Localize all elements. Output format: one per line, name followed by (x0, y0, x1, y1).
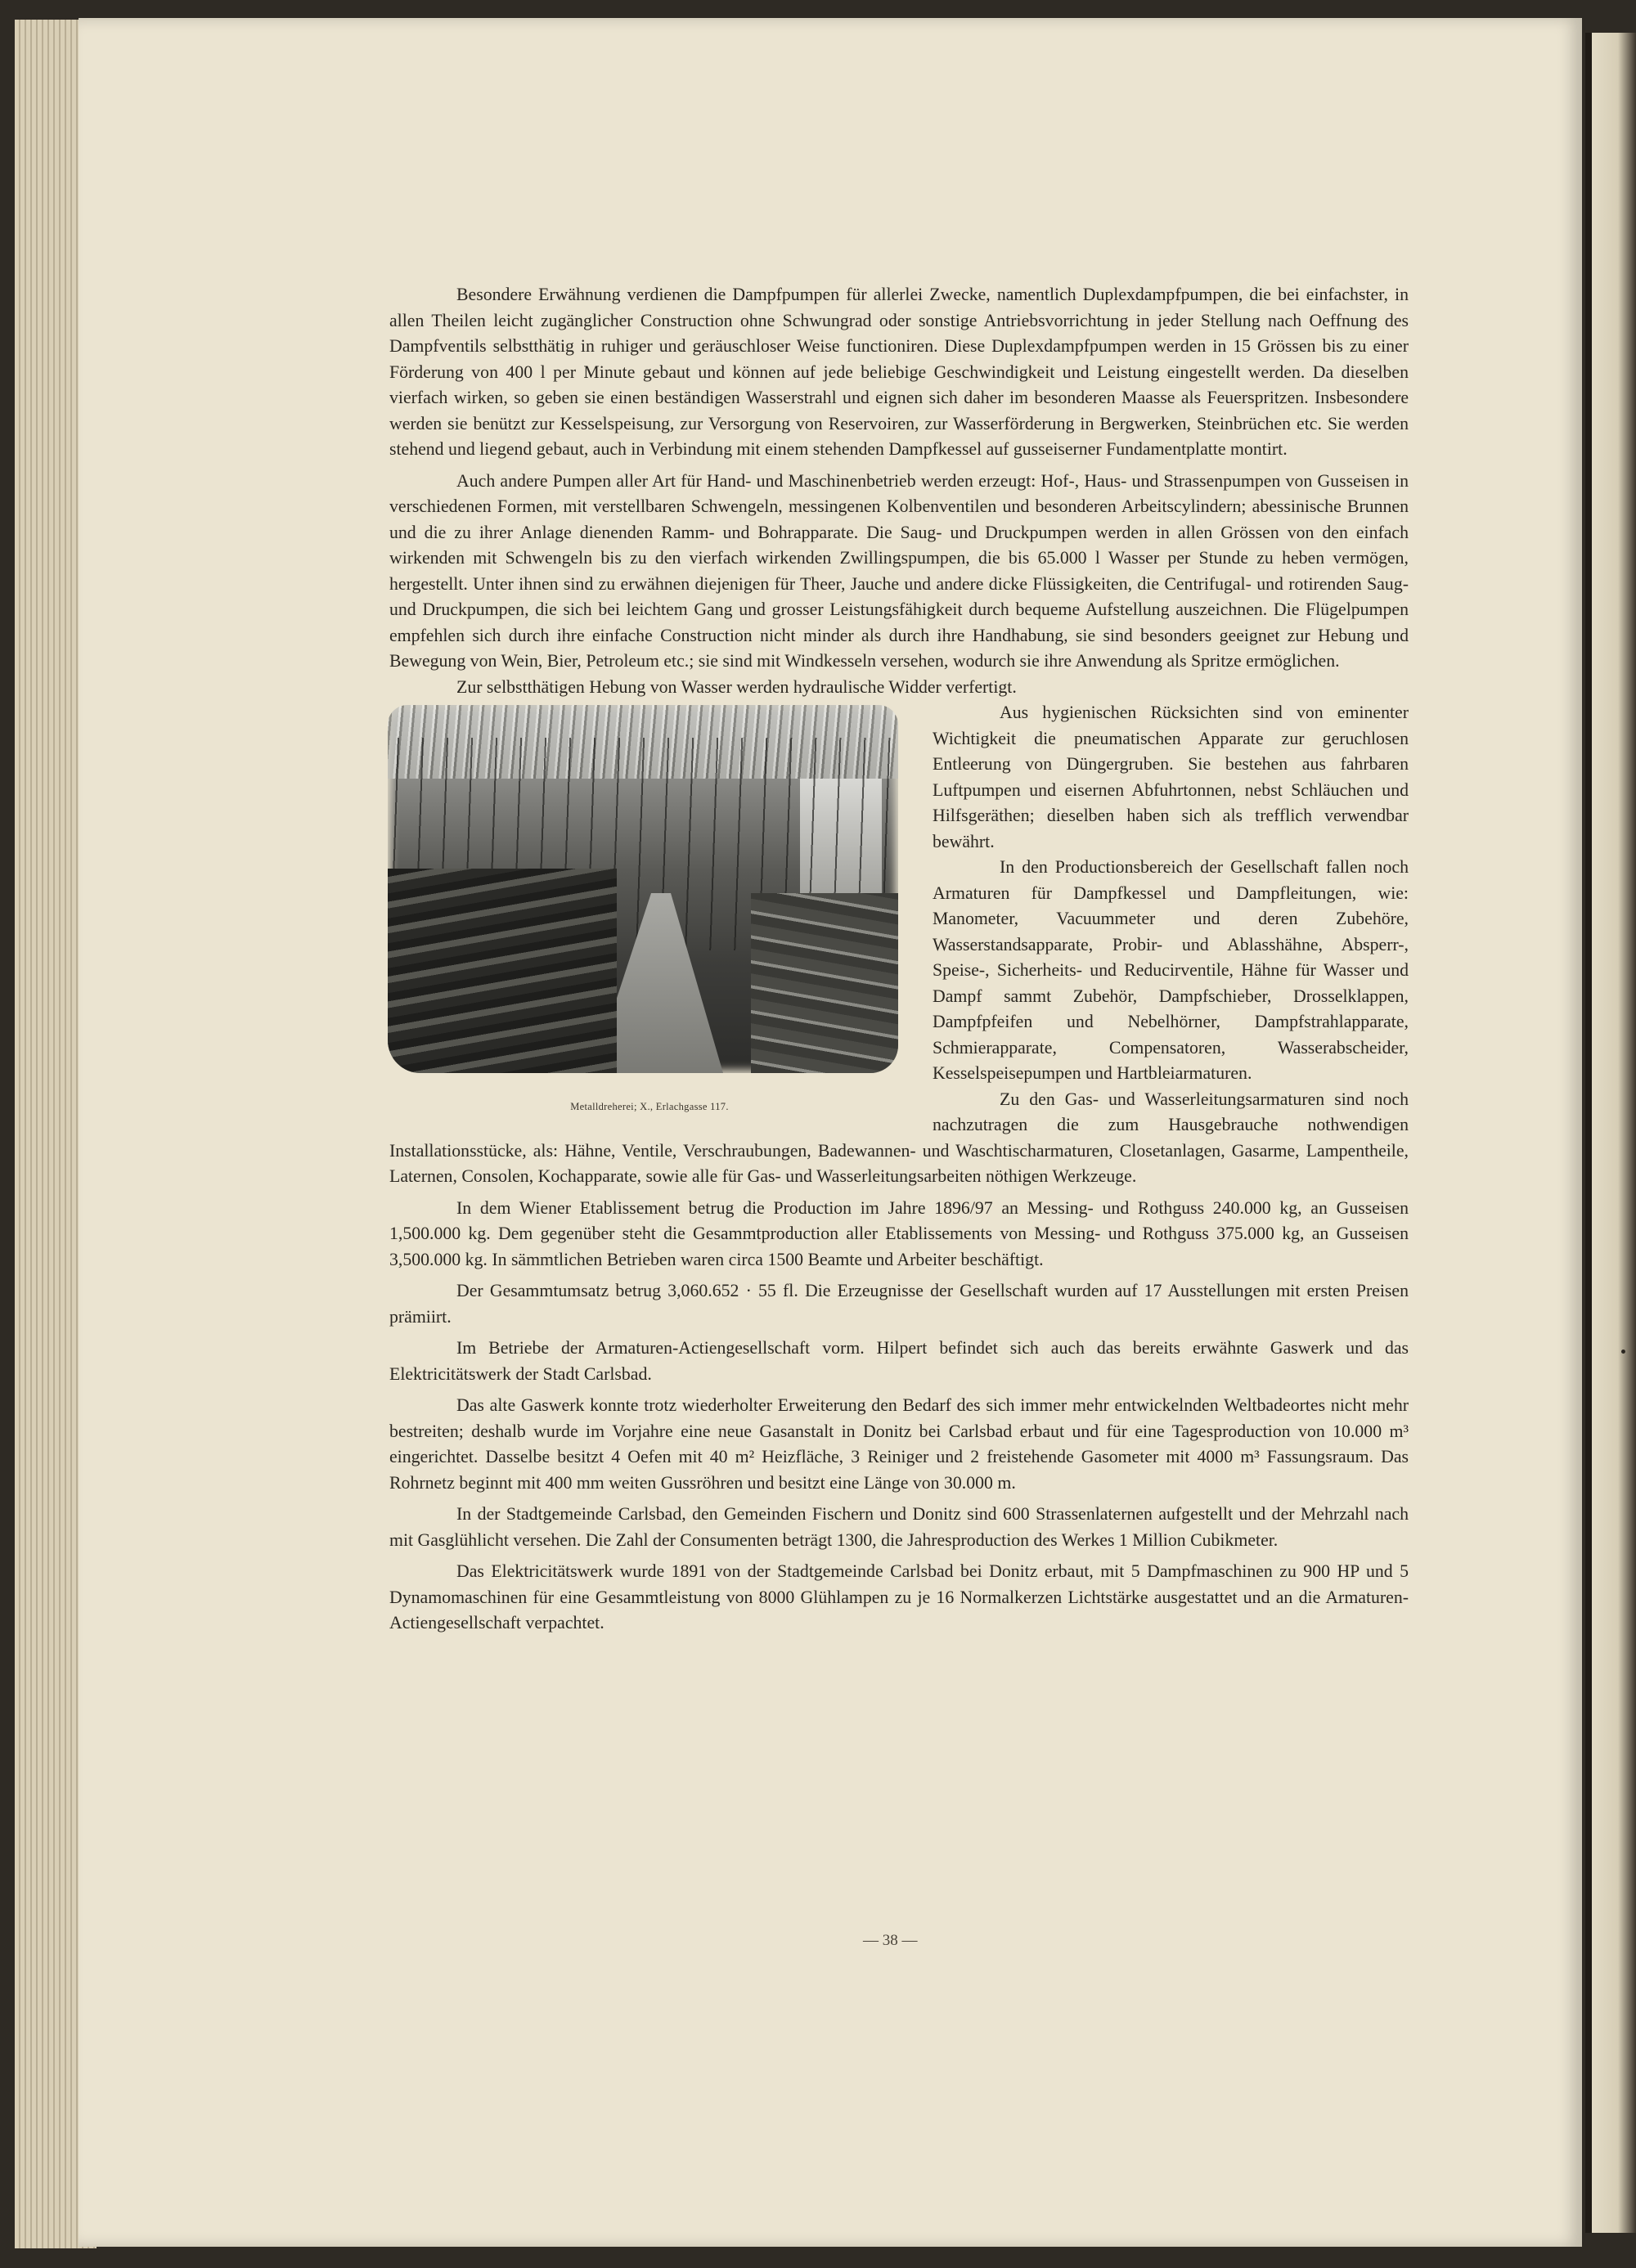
page-number: — 38 — (863, 1932, 918, 1949)
workshop-photo (388, 705, 898, 1073)
photo-caption: Metalldreherei; X., Erlachgasse 117. (570, 1101, 729, 1112)
paragraph: In den Productionsbereich der Gesellschaft fallen noch Armaturen für Dampfkessel und Dampfleitungen, wie: Manometer, Vacuummeter und deren Zubehöre, Wasserstandsapparate, Probir- und Ablasshähne, Absperr-, Speise-, Sicherheits- und Reducirventile, Hähne für Wasser und Dampf sammt Zubehör, Dampfschieber, Drosselklappen, Dampfpfeifen und Nebelhörner, Dampfstrahlapparate, Schmierapparate, Compensatoren, Wasserabscheider, Kesselspeisepumpen und Hartbleiarmaturen. (933, 857, 1409, 1083)
paragraph: Zu den Gas- und Wasserleitungsarmaturen sind noch nachzutragen die zum Hausgebrauche nothwendigen Installationsstücke, als: Hähne, Ventile, Verschraubungen, Badewannen- und Waschtischarmaturen, Closetanlagen, Gasarme, Lampentheile, Laternen, Consolen, Kochapparate, sowie alle für Gas- und Wasserleitungsarbeiten nöthigen Werkzeuge. (389, 1089, 1409, 1186)
paragraph: Der Gesammtumsatz betrug 3,060.652 · 55 fl. Die Erzeugnisse der Gesellschaft wurden auf 17 Ausstellungen mit ersten Preisen prämiirt. (389, 1281, 1409, 1327)
paragraph: Zur selbstthätigen Hebung von Wasser werden hydraulische Widder verfertigt. (456, 676, 1017, 697)
photo-machines-left (388, 869, 617, 1073)
photo-machines-right (751, 893, 898, 1073)
paragraph: Besondere Erwähnung verdienen die Dampfpumpen für allerlei Zwecke, namentlich Duplexdampfpumpen, die bei einfachster, in allen Theilen leicht zugänglicher Construction ohne Schwungrad oder sonstige Antriebsvorrichtung in jeder Stellung nach Oeffnung des Dampfventils selbstthätig in ruhiger und geräuschloser Weise functioniren. Diese Duplexdampfpumpen werden in 15 Grössen bis zu einer Förderung von 400 l per Minute gebaut und können auf jede beliebige Geschwindigkeit und Leistung eingestellt werden. Da dieselben vierfach wirken, so geben sie einen beständigen Wasserstrahl und eignen sich daher im besonderen Maasse als Feuerspritzen. Insbesondere werden sie benützt zur Kesselspeisung, zur Versorgung von Reservoiren, zur Wasserförderung in Bergwerken, Steinbrüchen etc. Sie werden stehend und liegend gebaut, auch in Verbindung mit einem stehenden Dampfkessel auf gusseiserner Fundamentplatte montirt. (389, 285, 1409, 459)
paragraph: Im Betriebe der Armaturen-Actiengesellschaft vorm. Hilpert befindet sich auch das bereits erwähnte Gaswerk und das Elektricitätswerk der Stadt Carlsbad. (389, 1338, 1409, 1384)
book-gutter-right (1585, 33, 1636, 2233)
paper-speck (1621, 1350, 1625, 1354)
paragraph: In der Stadtgemeinde Carlsbad, den Gemeinden Fischern und Donitz sind 600 Strassenlaternen aufgestellt und der Mehrzahl nach mit Gasglühlicht versehen. Die Zahl der Consumenten beträgt 1300, die Jahresproduction des Werkes 1 Million Cubikmeter. (389, 1504, 1409, 1550)
paragraph: Das alte Gaswerk konnte trotz wiederholter Erweiterung den Bedarf des sich immer mehr entwickelnden Weltbadeortes nicht mehr bestreiten; deshalb wurde im Vorjahre eine neue Gasanstalt in Donitz bei Carlsbad erbaut und für eine Tagesproduction von 10.000 m³ eingerichtet. Dasselbe besitzt 4 Oefen mit 40 m² Heizfläche, 3 Reiniger und 2 freistehende Gasometer mit 4000 m³ Fassungsraum. Das Rohrnetz beginnt mit 400 mm weiten Gussröhren und besitzt eine Länge von 30.000 m. (389, 1395, 1409, 1493)
paragraph: Das Elektricitätswerk wurde 1891 von der Stadtgemeinde Carlsbad bei Donitz erbaut, mit 5 Dampfmaschinen zu 900 HP und 5 Dynamomaschinen für eine Gesammtleistung von 8000 Glühlampen zu je 16 Normalkerzen Lichtstärke ausgestattet und an die Armaturen-Actiengesellschaft verpachtet. (389, 1561, 1409, 1633)
paragraph: In dem Wiener Etablissement betrug die Production im Jahre 1896/97 an Messing- und Rothguss 240.000 kg, an Gusseisen 1,500.000 kg. Dem gegenüber steht die Gesammtproduction aller Etablissements von Messing- und Rothguss 375.000 kg, an Gusseisen 3,500.000 kg. In sämmtlichen Betrieben waren circa 1500 Beamte und Arbeiter beschäftigt. (389, 1197, 1409, 1269)
paragraph: Aus hygienischen Rücksichten sind von eminenter Wichtigkeit die pneumatischen Apparate zur geruchlosen Entleerung von Düngergruben. Sie bestehen aus fahrbaren Luftpumpen und eisernen Abfuhrtonnen, nebst Schläuchen und Hilfsgeräthen; dieselben haben sich als trefflich verwendbar bewährt. (933, 703, 1409, 851)
paragraph: Auch andere Pumpen aller Art für Hand- und Maschinenbetrieb werden erzeugt: Hof-, Haus- und Strassenpumpen von Gusseisen in verschiedenen Formen, mit verstellbaren Schwengeln, messingenen Kolbenventilen und besonderen Arbeitscylindern; abessinische Brunnen und die zu ihrer Anlage dienenden Ramm- und Bohrapparate. Die Saug- und Druckpumpen werden in allen Grössen von den einfach wirkenden mit Schwengeln bis zu den vierfach wirkenden Zwillingspumpen, die bis 65.000 l Wasser per Stunde zu heben vermögen, hergestellt. Unter ihnen sind zu erwähnen diejenigen für Theer, Jauche und andere dicke Flüssigkeiten, die Centrifugal- und rotirenden Saug- und Druckpumpen, die sich bei leichtem Gang und grosser Leistungsfähigkeit durch bequeme Aufstellung auszeichnen. Die Flügelpumpen empfehlen sich durch ihre einfache Construction nicht minder als durch ihre Handhabung, sie sind besonders geeignet zur Hebung und Bewegung von Wein, Bier, Petroleum etc.; sie sind mit Windkesseln versehen, wodurch sie ihre Anwendung als Spritze ermöglichen. (389, 470, 1409, 671)
illustration (388, 705, 911, 1121)
body-text (389, 282, 1409, 1637)
